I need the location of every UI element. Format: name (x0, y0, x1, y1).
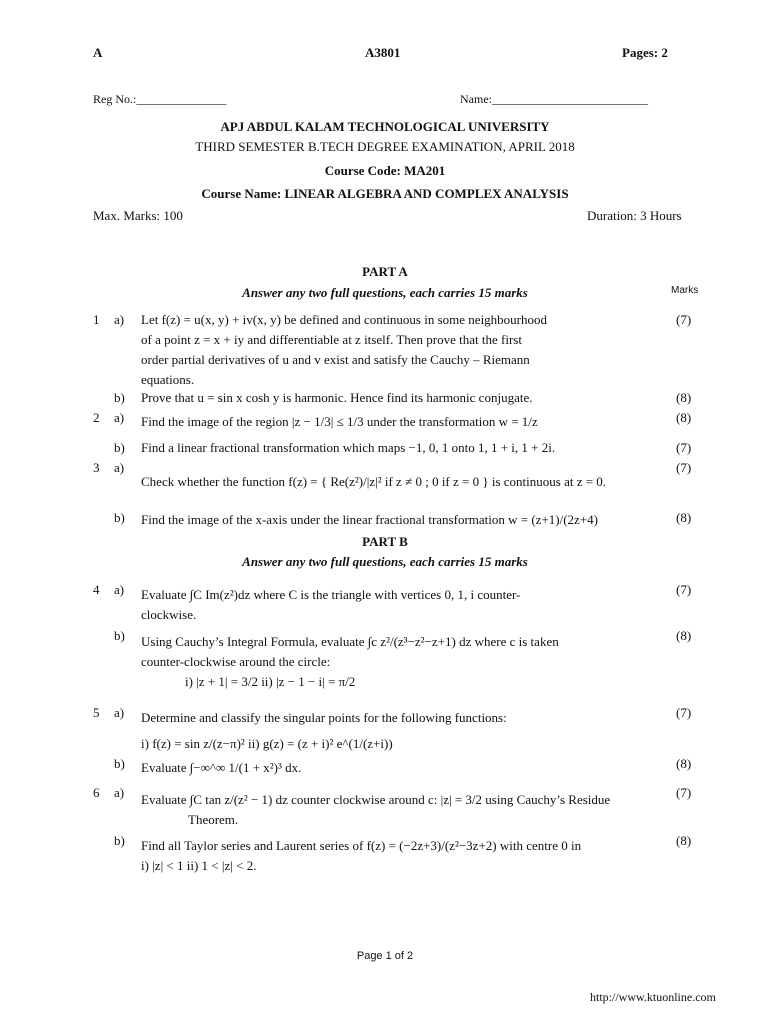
question-line: Prove that u = sin x cosh y is harmonic. Hence find its harmonic conjugate. (141, 390, 533, 405)
question-line: Theorem. (188, 812, 239, 827)
question-line: Find a linear fractional transformation which maps −1, 0, 1 onto 1, 1 + i, 1 + 2i. (141, 440, 556, 455)
website-url[interactable]: http://www.ktuonline.com (590, 990, 716, 1004)
question-line: Check whether the function f(z) = { Re(z²)/|z|² if z ≠ 0 ; 0 if z = 0 } is continuous at z = 0. (141, 474, 607, 489)
question-marks: (8) (676, 410, 692, 425)
question-part: a) (114, 705, 125, 720)
duration: Duration: 3 Hours (587, 208, 682, 223)
name-field: Name:__________________________ (460, 92, 648, 106)
question-number: 3 (93, 460, 100, 475)
page-number: Page 1 of 2 (356, 950, 414, 962)
question-part: a) (114, 785, 125, 800)
question-part: a) (114, 460, 125, 475)
question-line: Find all Taylor series and Laurent series of f(z) = (−2z+3)/(z²−3z+2) with centre 0 in (141, 838, 582, 853)
set-label: A (93, 45, 103, 60)
question-line: i) |z| < 1 ii) 1 < |z| < 2. (141, 858, 257, 873)
question-line: Evaluate ∫C Im(z²)dz where C is the triangle with vertices 0, 1, i counter- (141, 587, 521, 602)
question-line: Using Cauchy’s Integral Formula, evaluate ∫c z²/(z³−z²−z+1) dz where c is taken (141, 634, 559, 649)
question-part: b) (114, 756, 125, 771)
question-marks: (8) (676, 833, 692, 848)
part-b-heading: PART B (362, 534, 408, 549)
question-number: 2 (93, 410, 100, 425)
part-a-heading: PART A (362, 264, 408, 279)
question-line: Determine and classify the singular points for the following functions: (141, 710, 507, 725)
question-part: b) (114, 440, 125, 455)
question-marks: (7) (676, 460, 692, 475)
question-part: b) (114, 628, 125, 643)
question-line: counter-clockwise around the circle: (141, 654, 331, 669)
question-number: 6 (93, 785, 100, 800)
question-part: a) (114, 410, 125, 425)
course-name: Course Name: LINEAR ALGEBRA AND COMPLEX ANALYSIS (201, 186, 569, 201)
question-line: Evaluate ∫C tan z/(z² − 1) dz counter clockwise around c: |z| = 3/2 using Cauchy’s Residue (141, 792, 611, 807)
page-count: Pages: 2 (622, 45, 668, 60)
question-number: 5 (93, 705, 100, 720)
question-marks: (7) (676, 582, 692, 597)
question-marks: (7) (676, 705, 692, 720)
part-b-instruction: Answer any two full questions, each carries 15 marks (242, 554, 528, 569)
marks-column-label: Marks (671, 285, 699, 296)
question-part: b) (114, 510, 125, 525)
max-marks: Max. Marks: 100 (93, 208, 183, 223)
question-line: Evaluate ∫−∞^∞ 1/(1 + x²)³ dx. (141, 760, 302, 775)
paper-code: A3801 (365, 45, 401, 60)
part-a-instruction: Answer any two full questions, each carries 15 marks (242, 285, 528, 300)
question-part: a) (114, 582, 125, 597)
question-line: Let f(z) = u(x, y) + iv(x, y) be defined and continuous in some neighbourhood (141, 312, 548, 327)
question-number: 4 (93, 582, 100, 597)
question-line: Find the image of the x-axis under the linear fractional transformation w = (z+1)/(2z+4) (141, 512, 598, 527)
question-marks: (7) (676, 440, 692, 455)
course-code: Course Code: MA201 (324, 163, 446, 178)
question-line: of a point z = x + iy and differentiable at z itself. Then prove that the first (141, 332, 522, 347)
question-line: i) |z + 1| = 3/2 ii) |z − 1 − i| = π/2 (185, 674, 356, 689)
question-marks: (8) (676, 756, 692, 771)
question-part: b) (114, 390, 125, 405)
question-marks: (8) (676, 510, 692, 525)
question-marks: (7) (676, 312, 692, 327)
exam-title: THIRD SEMESTER B.TECH DEGREE EXAMINATION, APRIL 2018 (195, 139, 575, 154)
question-part: a) (114, 312, 125, 327)
question-marks: (8) (676, 390, 692, 405)
question-line: equations. (141, 372, 195, 387)
question-line: clockwise. (141, 607, 197, 622)
reg-no-field: Reg No.:_______________ (93, 92, 227, 106)
question-marks: (7) (676, 785, 692, 800)
university-name: APJ ABDUL KALAM TECHNOLOGICAL UNIVERSITY (220, 119, 550, 134)
question-line: i) f(z) = sin z/(z−π)² ii) g(z) = (z + i)² e^(1/(z+i)) (141, 736, 393, 751)
question-line: order partial derivatives of u and v exist and satisfy the Cauchy – Riemann (141, 352, 530, 367)
question-line: Find the image of the region |z − 1/3| ≤ 1/3 under the transformation w = 1/z (141, 414, 538, 429)
question-marks: (8) (676, 628, 692, 643)
question-part: b) (114, 833, 125, 848)
question-number: 1 (93, 312, 100, 327)
